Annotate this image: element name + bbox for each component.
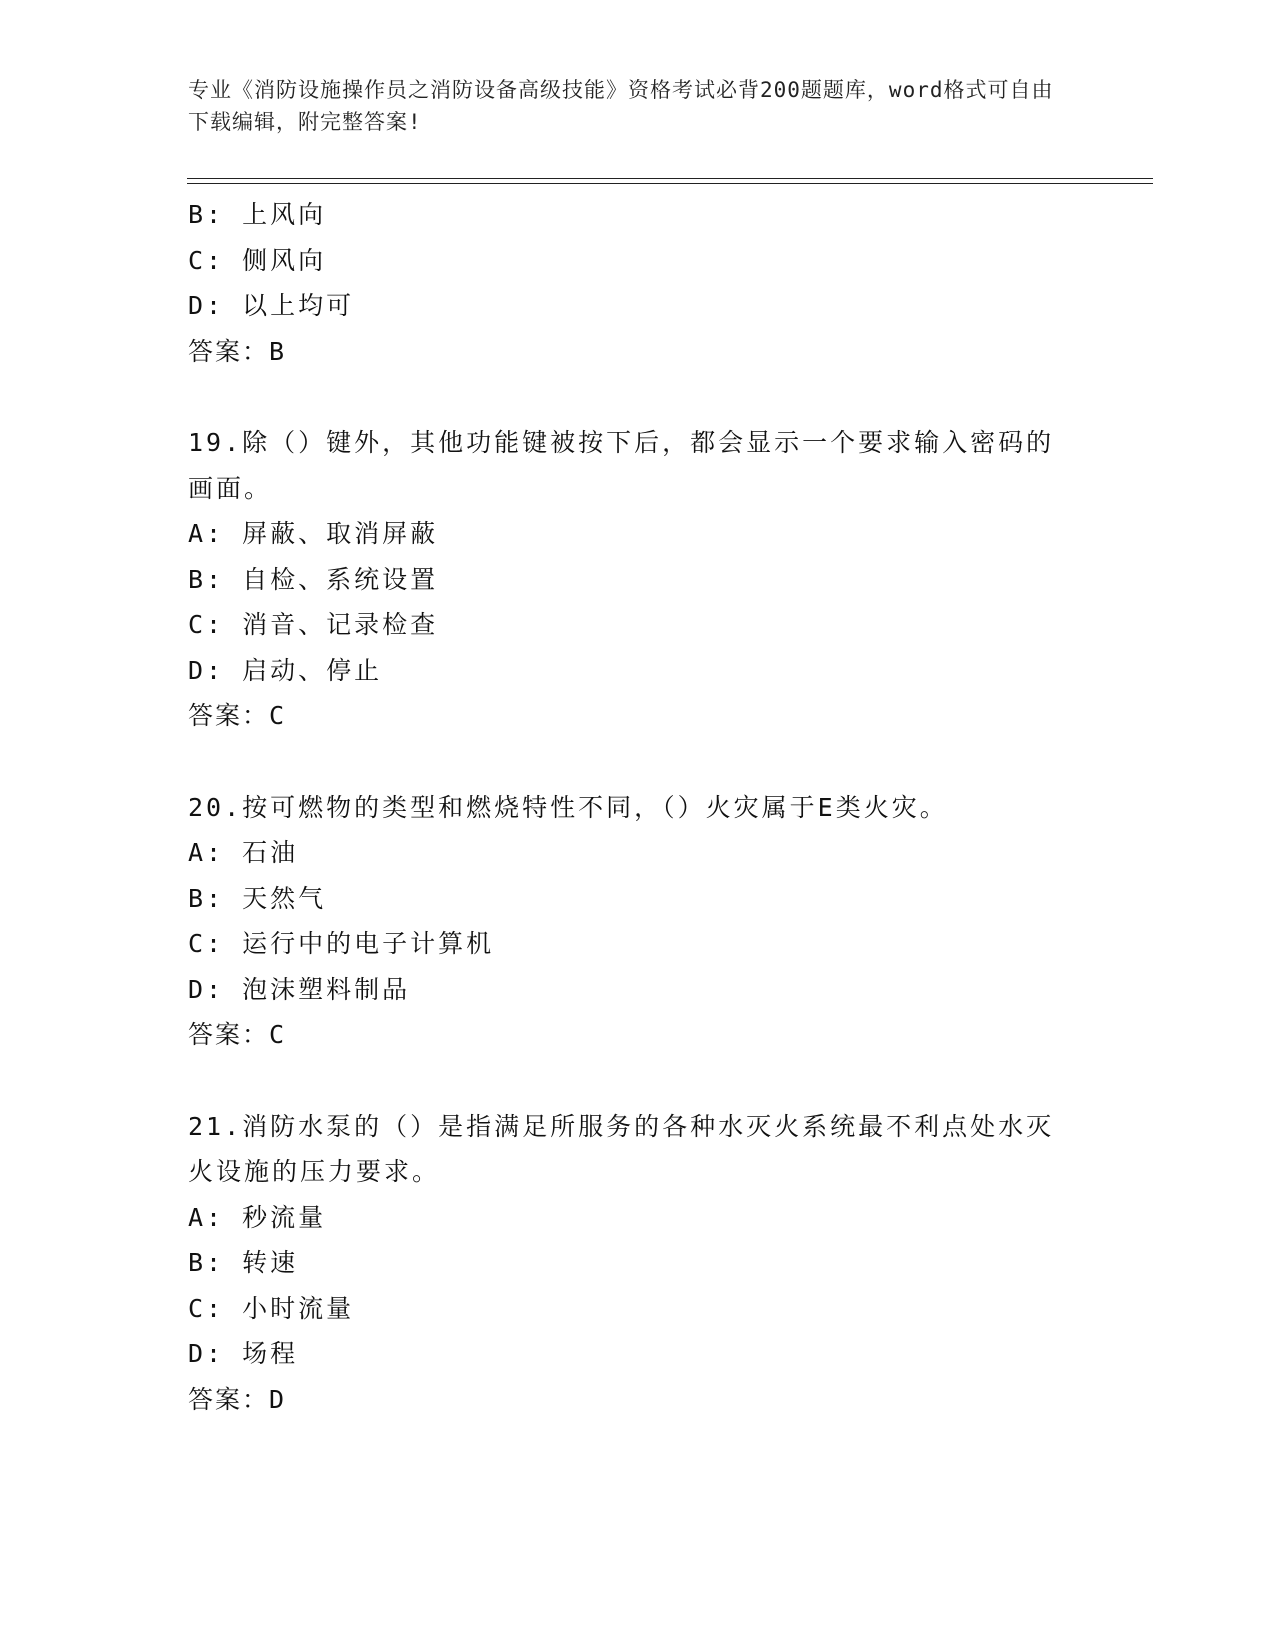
document-title: 专业《消防设施操作员之消防设备高级技能》资格考试必背200题题库，word格式可自由下载编辑，附完整答案! <box>188 78 1054 134</box>
answer-line: 答案：D <box>188 1384 287 1414</box>
answer-line: 答案：C <box>188 1020 287 1049</box>
option-a: A: 石油 <box>188 838 299 867</box>
question-21 <box>188 1104 1088 1423</box>
carryover-question <box>188 192 1088 374</box>
option-b: B: 转速 <box>188 1248 299 1277</box>
spacer <box>188 739 1088 785</box>
answer-line: 答案：B <box>188 336 287 366</box>
document-header <box>188 74 1068 138</box>
question-19 <box>188 420 1088 739</box>
question-list <box>188 192 1088 1422</box>
spacer <box>188 374 1088 420</box>
option-b: B: 上风向 <box>188 200 327 229</box>
question-text: 21.消防水泵的（）是指满足所服务的各种水灭火系统最不利点处水灭火设施的压力要求。 <box>188 1111 1055 1186</box>
option-a: A: 屏蔽、取消屏蔽 <box>188 519 439 548</box>
header-divider-top <box>187 178 1153 179</box>
option-c: C: 运行中的电子计算机 <box>188 929 495 958</box>
option-a: A: 秒流量 <box>188 1202 327 1232</box>
option-b: B: 天然气 <box>188 883 327 913</box>
option-b: B: 自检、系统设置 <box>188 564 439 594</box>
option-c: C: 小时流量 <box>188 1293 355 1323</box>
answer-line: 答案：C <box>188 701 287 730</box>
question-text: 19.除（）键外，其他功能键被按下后，都会显示一个要求输入密码的画面。 <box>188 428 1055 503</box>
option-c: C: 侧风向 <box>188 245 327 275</box>
option-d: D: 泡沫塑料制品 <box>188 974 411 1004</box>
option-d: D: 以上均可 <box>188 291 355 320</box>
header-divider-bottom <box>187 183 1153 184</box>
option-d: D: 场程 <box>188 1339 299 1368</box>
spacer <box>188 1058 1088 1104</box>
option-c: C: 消音、记录检查 <box>188 610 439 639</box>
option-d: D: 启动、停止 <box>188 655 383 685</box>
question-20 <box>188 785 1088 1058</box>
question-text: 20.按可燃物的类型和燃烧特性不同，（）火灾属于E类火灾。 <box>188 792 948 822</box>
